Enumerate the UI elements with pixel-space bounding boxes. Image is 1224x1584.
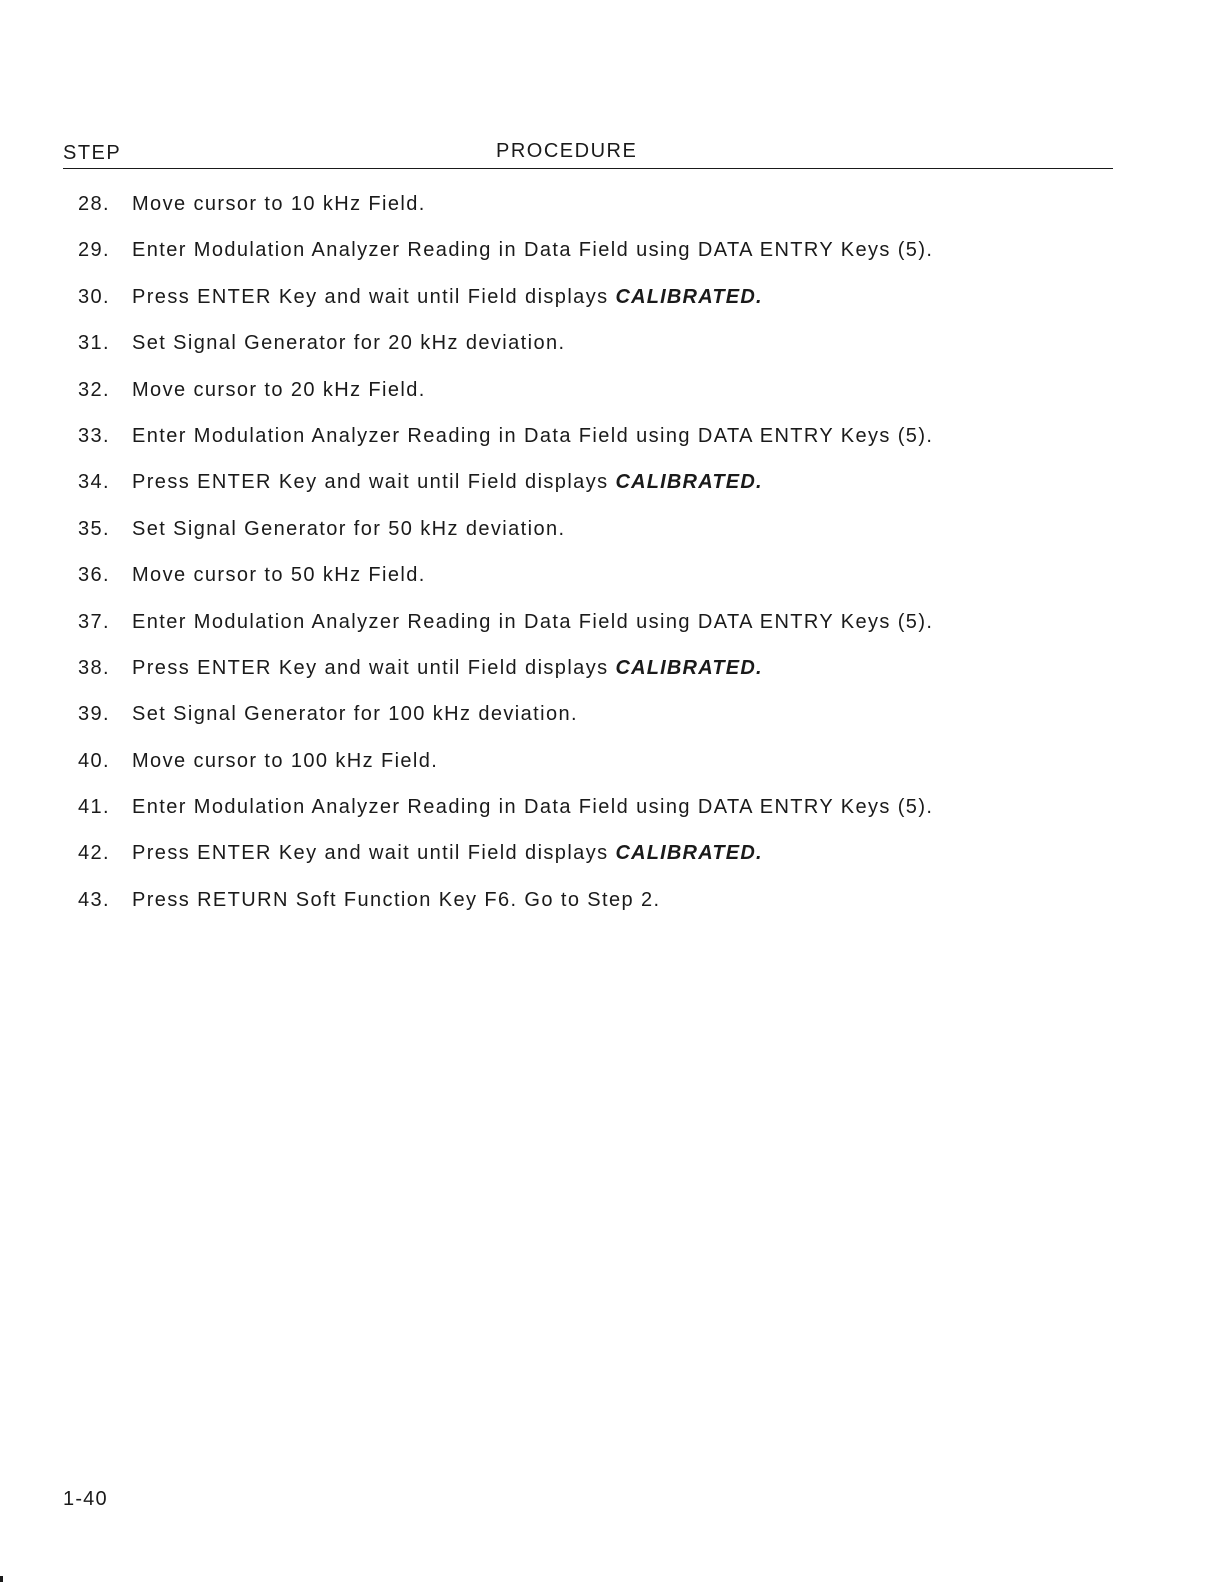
procedure-step [0, 423, 1224, 469]
scan-mark [0, 1576, 3, 1582]
procedure-column-heading: PROCEDURE [496, 140, 638, 162]
step-status-emphasis: CALIBRATED. [615, 471, 763, 494]
step-number: 38. [78, 656, 111, 679]
step-status-emphasis: CALIBRATED. [615, 285, 763, 308]
step-number: 35. [78, 517, 111, 540]
step-instruction: Press ENTER Key and wait until Field displays [132, 471, 616, 494]
step-number: 37. [78, 610, 111, 633]
step-number: 32. [78, 378, 111, 401]
step-text [132, 564, 426, 587]
step-instruction: Enter Modulation Analyzer Reading in Data Field using DATA ENTRY Keys (5). [132, 610, 934, 633]
step-text [132, 425, 933, 448]
step-text [132, 796, 933, 819]
step-number: 31. [78, 332, 111, 355]
step-instruction: Press ENTER Key and wait until Field displays [132, 285, 616, 308]
step-text [132, 750, 438, 773]
step-text [132, 471, 763, 494]
step-text [132, 193, 426, 216]
step-number: 42. [78, 842, 111, 865]
step-number: 28. [78, 193, 111, 215]
step-status-emphasis: CALIBRATED. [615, 656, 763, 679]
procedure-step [0, 377, 1224, 423]
procedure-step [0, 330, 1224, 376]
step-number: 40. [78, 749, 111, 772]
step-instruction: Set Signal Generator for 100 kHz deviation. [132, 703, 578, 726]
step-text [132, 842, 763, 865]
procedure-step [0, 887, 1224, 933]
procedure-step [0, 469, 1224, 515]
step-instruction: Set Signal Generator for 20 kHz deviation. [132, 332, 566, 355]
step-text [132, 239, 933, 262]
step-number: 34. [78, 471, 111, 494]
step-text [132, 286, 763, 309]
step-instruction: Enter Modulation Analyzer Reading in Data Field using DATA ENTRY Keys (5). [132, 796, 934, 819]
step-number: 36. [78, 564, 111, 587]
step-instruction: Enter Modulation Analyzer Reading in Data Field using DATA ENTRY Keys (5). [132, 424, 934, 447]
step-instruction: Press ENTER Key and wait until Field displays [132, 656, 616, 679]
step-column-heading: STEP [63, 142, 122, 164]
procedure-step [0, 284, 1224, 330]
step-instruction: Press RETURN Soft Function Key F6. Go to Step 2. [132, 888, 661, 911]
step-number: 39. [78, 703, 111, 726]
step-number: 29. [78, 239, 111, 262]
procedure-step [0, 562, 1224, 608]
step-instruction: Move cursor to 100 kHz Field. [132, 749, 439, 772]
procedure-step [0, 191, 1224, 237]
table-header [63, 140, 1113, 169]
step-status-emphasis: CALIBRATED. [615, 842, 763, 865]
step-text [132, 657, 763, 680]
procedure-step [0, 237, 1224, 283]
step-instruction: Move cursor to 10 kHz Field. [132, 193, 426, 215]
step-instruction: Move cursor to 20 kHz Field. [132, 378, 426, 401]
procedure-step [0, 516, 1224, 562]
step-instruction: Move cursor to 50 kHz Field. [132, 564, 426, 587]
step-number: 43. [78, 888, 111, 911]
procedure-step [0, 655, 1224, 701]
procedure-step [0, 748, 1224, 794]
procedure-step [0, 701, 1224, 747]
step-text [132, 889, 661, 912]
step-number: 30. [78, 285, 111, 308]
procedure-step-list [0, 191, 1224, 933]
step-instruction: Press ENTER Key and wait until Field displays [132, 842, 616, 865]
step-text [132, 518, 565, 541]
step-text [132, 379, 426, 402]
step-instruction: Enter Modulation Analyzer Reading in Data Field using DATA ENTRY Keys (5). [132, 239, 934, 262]
procedure-step [0, 609, 1224, 655]
step-number: 41. [78, 796, 111, 819]
step-text [132, 703, 578, 726]
step-instruction: Set Signal Generator for 50 kHz deviation. [132, 517, 566, 540]
procedure-step [0, 840, 1224, 886]
step-text [132, 611, 933, 634]
step-number: 33. [78, 424, 111, 447]
step-text [132, 332, 565, 355]
procedure-step [0, 794, 1224, 840]
page-number: 1-40 [63, 1488, 108, 1510]
